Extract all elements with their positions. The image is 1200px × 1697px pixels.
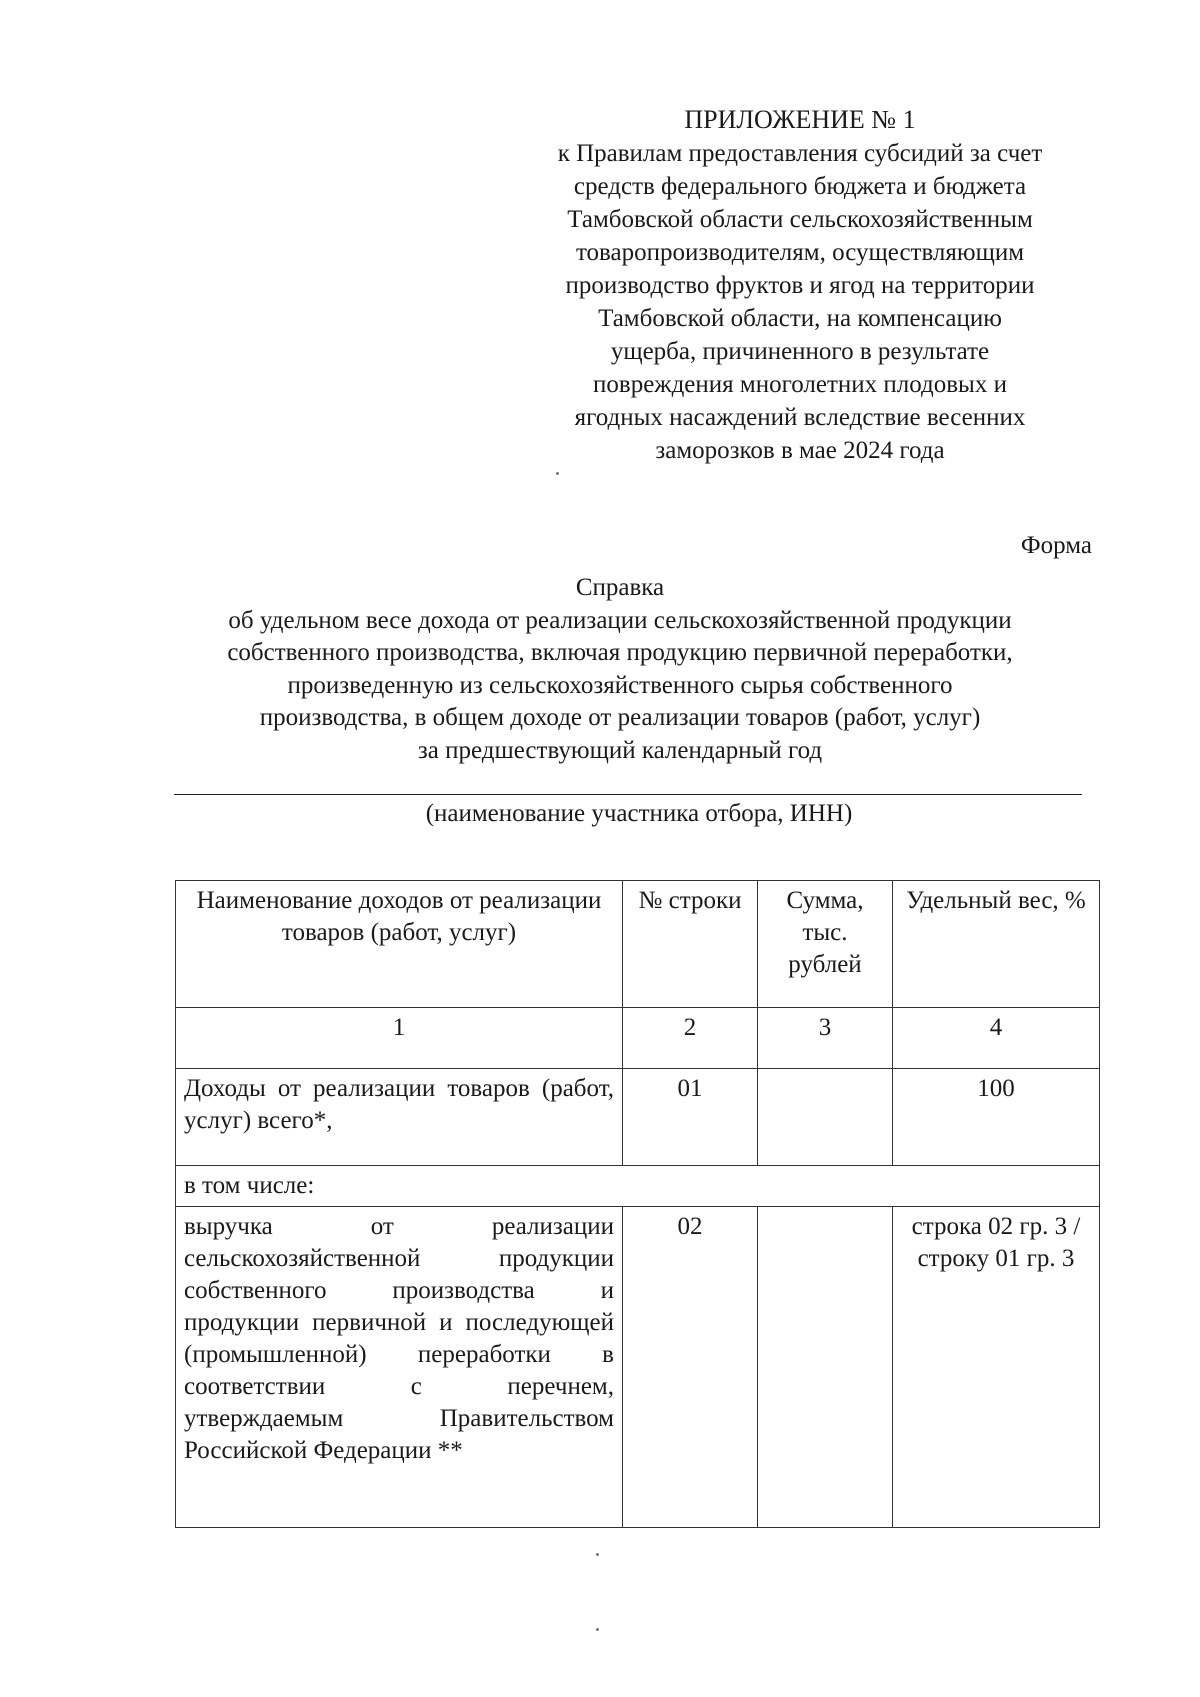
column-number: 3 [758, 1008, 893, 1069]
table-row [176, 1069, 1100, 1166]
agri-sum-cell [758, 1207, 893, 1528]
appendix-line: к Правилам предоставления субсидий за счет [557, 140, 1043, 167]
appendix-line: производство фруктов и ягод на территории [565, 272, 1035, 299]
header-name: Наименование доходов от реализации товаров (работ, услуг) [176, 881, 623, 1008]
appendix-line: повреждения многолетних плодовых и [593, 371, 1007, 398]
appendix-line: Тамбовской области, на компенсацию [598, 305, 1002, 332]
table-row [176, 1207, 1100, 1528]
document-heading [140, 572, 1100, 767]
header-share: Удельный вес, % [893, 881, 1100, 1008]
appendix-line: товаропроизводителям, осуществляющим [575, 239, 1025, 266]
participant-fill-line [174, 794, 1082, 795]
appendix-line: ягодных насаждений вследствие весенних [574, 404, 1026, 431]
agri-income-name: выручка от реализации сельскохозяйственной продукции собственного производства и продукции первичной и последующей (промышленной) переработки в соответствии с перечнем, утверждаемым Правительством Российской Федерации ** [176, 1207, 623, 1528]
including-row [176, 1166, 1100, 1207]
header-sum: Сумма, тыс. рублей [758, 881, 893, 1008]
total-sum-cell [758, 1069, 893, 1166]
total-share: 100 [893, 1069, 1100, 1166]
agri-share: строка 02 гр. 3 / строку 01 гр. 3 [893, 1207, 1100, 1528]
table-header-row [176, 881, 1100, 1008]
income-table [175, 880, 1100, 1528]
appendix-line: ущерба, причиненного в результате [610, 338, 990, 365]
appendix-line: Тамбовской области сельскохозяйственным [567, 206, 1033, 233]
total-row-no: 01 [623, 1069, 758, 1166]
scan-speck [556, 472, 559, 475]
total-income-name: Доходы от реализации товаров (работ, услуг) всего*, [176, 1069, 623, 1166]
heading-line: произведенную из сельскохозяйственного сырья собственного [287, 671, 953, 699]
agri-row-no: 02 [623, 1207, 758, 1528]
heading-line: за предшествующий календарный год [417, 736, 823, 764]
scan-speck [596, 1628, 599, 1631]
form-label: Форма [1020, 532, 1092, 559]
appendix-line: заморозков в мае 2024 года [655, 437, 945, 464]
scan-speck [596, 1553, 599, 1556]
including-label: в том числе: [176, 1166, 1100, 1207]
appendix-title: ПРИЛОЖЕНИЕ № 1 [684, 105, 916, 134]
header-row-no: № строки [623, 881, 758, 1008]
column-number: 2 [623, 1008, 758, 1069]
participant-caption: (наименование участника отбора, ИНН) [425, 800, 853, 827]
heading-line: об удельном весе дохода от реализации сельскохозяйственной продукции [228, 606, 1012, 634]
heading-line: производства, в общем доходе от реализации товаров (работ, услуг) [259, 704, 981, 731]
column-number-row [176, 1008, 1100, 1069]
heading-line: собственного производства, включая продукцию первичной переработки, [227, 639, 1013, 666]
column-number: 1 [176, 1008, 623, 1069]
heading-title: Справка [575, 574, 665, 601]
appendix-block [520, 103, 1080, 467]
column-number: 4 [893, 1008, 1100, 1069]
appendix-line: средств федерального бюджета и бюджета [573, 173, 1027, 200]
